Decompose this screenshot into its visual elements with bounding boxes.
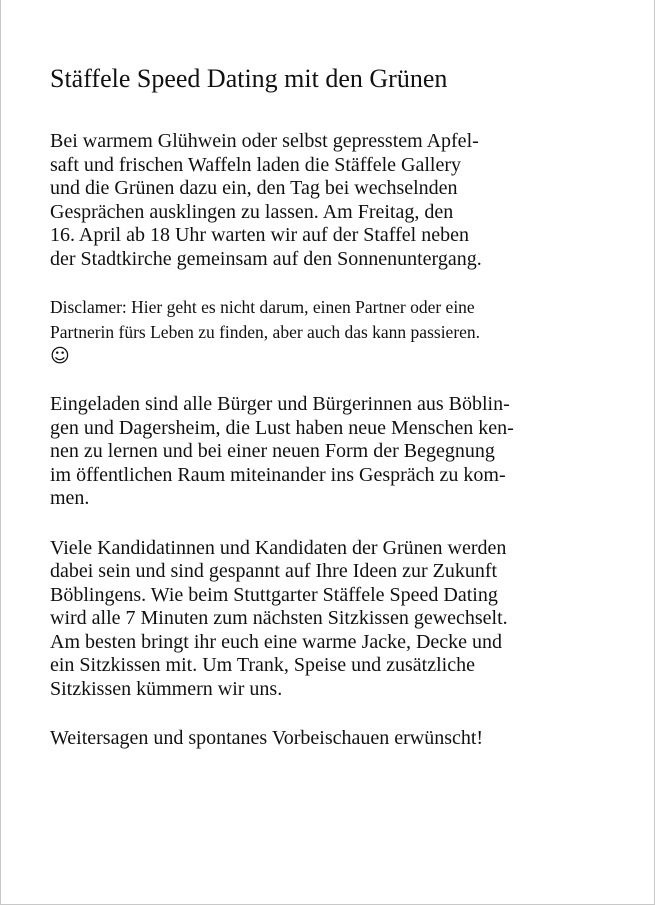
details-line: wird alle 7 Minuten zum nächsten Sitzkissen gewechselt. (50, 607, 508, 629)
smiley-icon: ☺ (50, 345, 70, 367)
intro-line: 16. April ab 18 Uhr warten wir auf der Staffel neben (50, 224, 469, 246)
invitation-line: gen und Dagersheim, die Lust haben neue Menschen ken- (50, 416, 514, 439)
intro-line: saft und frischen Waffeln laden die Stäffele Gallery (50, 153, 462, 176)
intro-line: Gesprächen ausklingen zu lassen. Am Freitag, den (50, 200, 454, 223)
document-title: Stäffele Speed Dating mit den Grünen (50, 64, 448, 93)
disclaimer-line: Partnerin fürs Leben zu finden, aber auch das kann passieren. (50, 322, 481, 342)
details-line: ein Sitzkissen mit. Um Trank, Speise und zusätzliche (50, 654, 475, 676)
details-line: Sitzkissen kümmern wir uns. (50, 677, 283, 700)
invitation-paragraph (50, 393, 620, 511)
document-body (50, 62, 620, 751)
invitation-line: men. (50, 487, 90, 509)
invitation-line: nen zu lernen und bei einer neuen Form der Begegnung (50, 440, 495, 462)
intro-line: Bei warmem Glühwein oder selbst gepresstem Apfel- (50, 130, 479, 152)
details-line: Viele Kandidatinnen und Kandidaten der Grünen werden (50, 536, 507, 559)
page-border-left (0, 0, 1, 905)
invitation-line: Eingeladen sind alle Bürger und Bürgerinnen aus Böblin- (50, 393, 510, 415)
intro-line: der Stadtkirche gemeinsam auf den Sonnenuntergang. (50, 247, 482, 270)
closing-paragraph (50, 727, 620, 751)
disclaimer-paragraph (50, 295, 620, 367)
closing-line: Weitersagen und spontanes Vorbeischauen erwünscht! (50, 727, 484, 749)
details-line: dabei sein und sind gespannt auf Ihre Ideen zur Zukunft (50, 560, 498, 582)
details-line: Böblingens. Wie beim Stuttgarter Stäffele Speed Dating (50, 583, 498, 606)
disclaimer-line: Disclamer: Hier geht es nicht darum, einen Partner oder eine (50, 297, 475, 317)
intro-paragraph (50, 130, 620, 271)
details-paragraph (50, 537, 620, 702)
intro-line: und die Grünen dazu ein, den Tag bei wechselnden (50, 177, 458, 199)
details-line: Am besten bringt ihr euch eine warme Jacke, Decke und (50, 630, 503, 653)
invitation-line: im öffentlichen Raum miteinander ins Gespräch zu kom- (50, 463, 506, 486)
